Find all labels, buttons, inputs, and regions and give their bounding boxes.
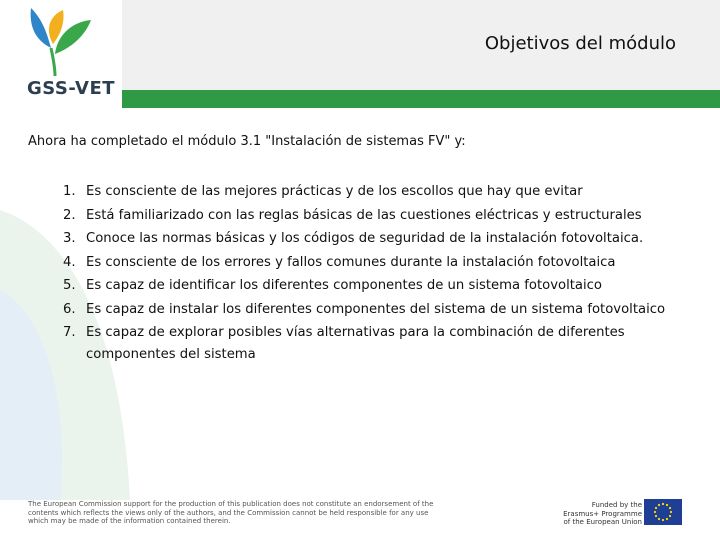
intro-text: Ahora ha completado el módulo 3.1 "Instalación de sistemas FV" y: [28, 134, 466, 149]
objectives-list [28, 181, 688, 367]
list-number: 2. [63, 207, 76, 223]
list-item-text: Es capaz de instalar los diferentes componentes del sistema de un sistema fotovoltaico [86, 301, 666, 317]
list-item-text: Es consciente de las mejores prácticas y de los escollos que hay que evitar [86, 184, 583, 199]
leaf-logo-icon [25, 6, 95, 78]
list-number: 7. [63, 325, 76, 340]
list-item [28, 275, 688, 297]
list-item-text: Es consciente de los errores y fallos comunes durante la instalación fotovoltaica [86, 254, 616, 270]
list-item [28, 181, 688, 203]
funded-by-text: Funded by the Erasmus+ Programme of the European Union [563, 501, 642, 527]
list-number: 6. [63, 301, 76, 317]
page-title: Objetivos del módulo [484, 33, 676, 54]
list-item [28, 205, 688, 227]
list-item [28, 228, 688, 250]
list-item-text: Está familiarizado con las reglas básicas de las cuestiones eléctricas y estructurales [86, 207, 642, 223]
list-number: 1. [63, 184, 76, 199]
list-number: 4. [63, 254, 76, 270]
list-item [28, 252, 688, 274]
list-item-text: Es capaz de identificar los diferentes componentes de un sistema fotovoltaico [86, 278, 602, 293]
list-item-text: Conoce las normas básicas y los códigos de seguridad de la instalación fotovoltaica. [86, 231, 644, 246]
logo-text: GSS-VET [27, 78, 116, 99]
list-item-text: Es capaz de explorar posibles vías alternativas para la combinación de diferentes componentes del sistema [86, 325, 625, 362]
list-item [28, 299, 688, 321]
footer-disclaimer: The European Commission support for the production of this publication does not constitute an endorsement of the contents which reflects the views only of the authors, and the Commission cannot be held responsible for any use which may be made of the information contained therein. [28, 500, 434, 526]
header-green-bar [122, 90, 720, 108]
list-number: 3. [63, 231, 76, 246]
list-number: 5. [63, 278, 76, 293]
eu-flag-icon [644, 499, 682, 525]
list-item [28, 322, 688, 365]
logo [0, 0, 122, 108]
